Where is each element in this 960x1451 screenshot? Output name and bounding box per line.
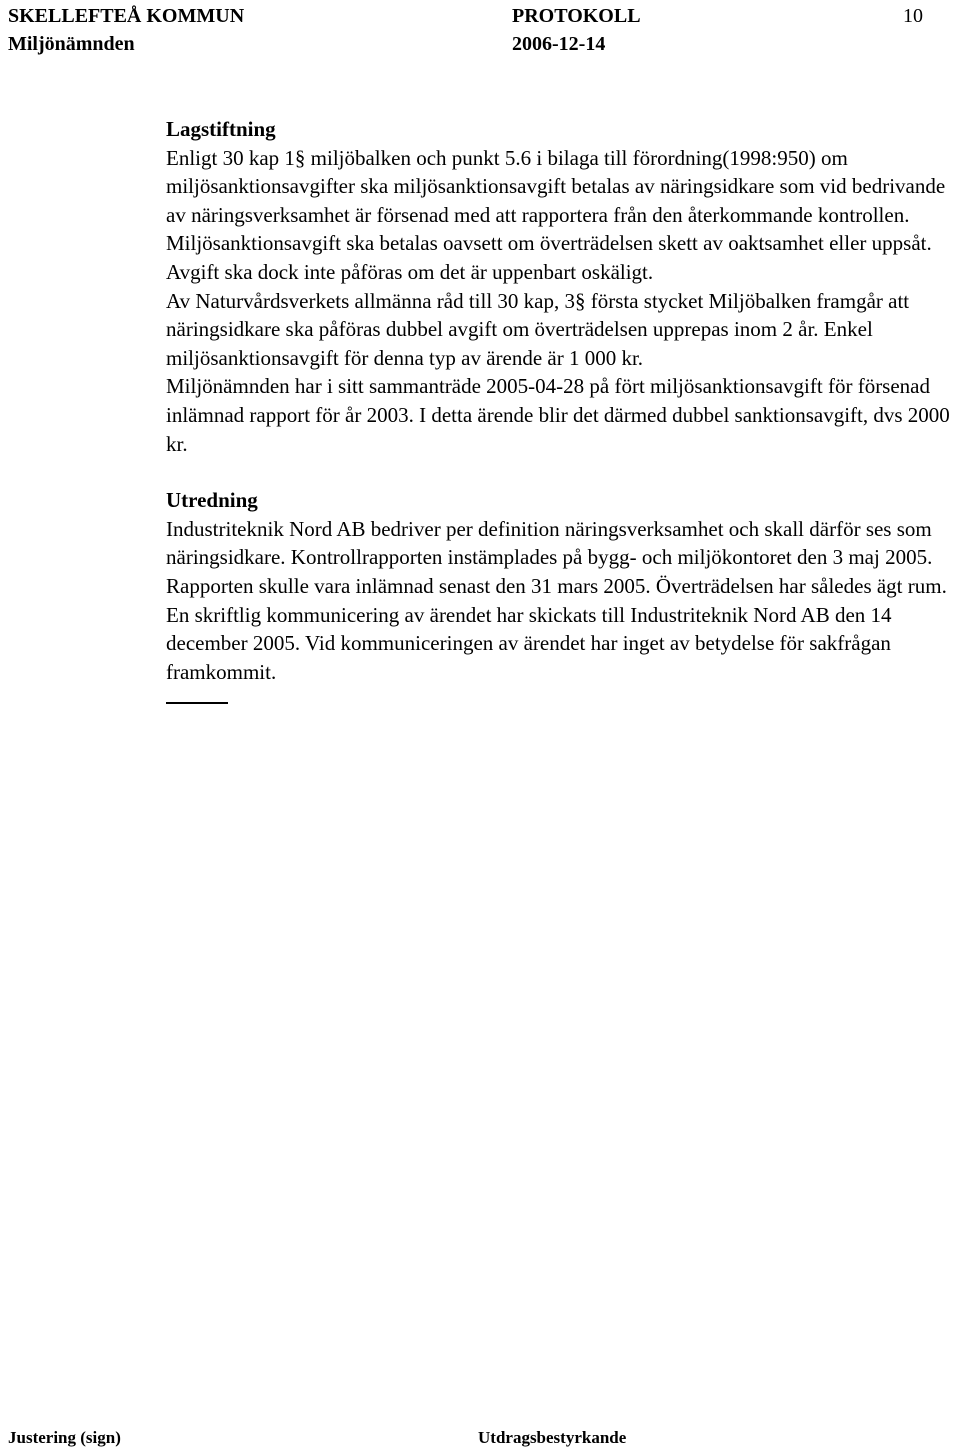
- section-heading: Lagstiftning: [166, 117, 276, 141]
- organization-name: SKELLEFTEÅ KOMMUN: [8, 5, 245, 27]
- document-date: 2006-12-14: [512, 33, 606, 55]
- section-heading: Utredning: [166, 488, 258, 513]
- page-number: 10: [903, 5, 923, 27]
- extract-label: Utdragsbestyrkande: [478, 1428, 627, 1447]
- section-divider: [166, 702, 228, 704]
- paragraph: Miljösanktionsavgift ska betalas oavsett om överträdelsen skett av oaktsamhet eller uppsåt. Avgift ska dock inte påföras om det är uppenbart oskäligt.: [166, 231, 932, 284]
- section-lagstiftning: [166, 115, 956, 458]
- paragraph: Enligt 30 kap 1§ miljöbalken och punkt 5.6 i bilaga till förordning(1998:950) om miljösanktionsavgifter ska miljösanktionsavgift betalas av näringsidkare som vid bedrivande av näringsverksamhet är försenad med att rapportera från den återkommande kontrollen.: [166, 145, 946, 227]
- committee-name: Miljönämnden: [8, 33, 135, 55]
- document-body: [166, 115, 956, 704]
- signature-label: Justering (sign): [8, 1428, 121, 1447]
- section-utredning: [166, 486, 956, 686]
- document-type: PROTOKOLL: [512, 5, 641, 27]
- paragraph: Miljönämnden har i sitt sammanträde 2005-04-28 på fört miljösanktionsavgift för försenad inlämnad rapport för år 2003. I detta ärende blir det därmed dubbel sanktionsavgift, dvs 2000 kr.: [166, 374, 950, 456]
- paragraph: Av Naturvårdsverkets allmänna råd till 30 kap, 3§ första stycket Miljöbalken framgår att näringsidkare ska påföras dubbel avgift om överträdelsen upprepas inom 2 år. Enkel miljösanktionsavgift för denna typ av ärende är 1 000 kr.: [166, 288, 910, 370]
- paragraph: Industriteknik Nord AB bedriver per definition näringsverksamhet och skall därför ses som näringsidkare. Kontrollrapporten instämplades på bygg- och miljökontoret den 3 maj 2005. Rapporten skulle vara inlämnad senast den 31 mars 2005. Överträdelsen har således ägt rum. En skriftlig kommunicering av ärendet har skickats till Industriteknik Nord AB den 14 december 2005. Vid kommuniceringen av ärendet har inget av betydelse för sakfrågan framkommit.: [166, 516, 947, 684]
